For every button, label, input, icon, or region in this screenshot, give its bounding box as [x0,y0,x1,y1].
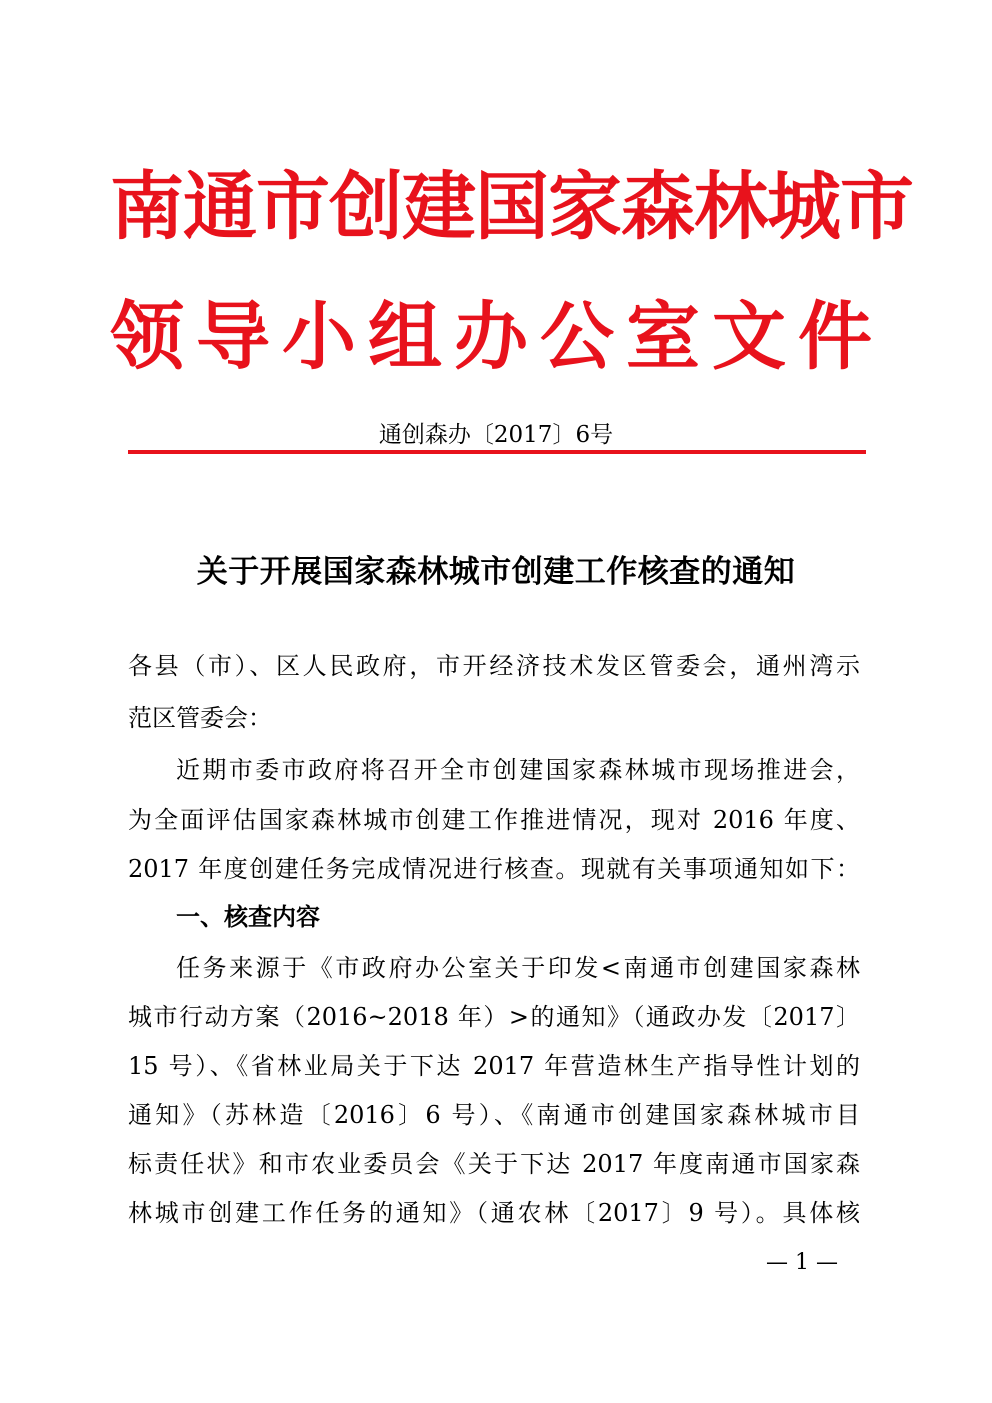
paragraph-line: 标责任状》和市农业委员会《关于下达 2017 年度南通市国家森 [128,1150,860,1178]
red-separator-line [128,450,866,454]
page-number: — 1 — [766,1250,838,1275]
masthead-title-line-1: 南通市创建国家森林城市 [110,164,913,250]
paragraph-line: 城市行动方案（2016~2018 年）>的通知》（通政办发〔2017〕 [128,1003,860,1031]
document-number: 通创森办〔2017〕6号 [378,422,614,448]
paragraph-line: 2017 年度创建任务完成情况进行核查。现就有关事项通知如下： [128,855,860,883]
notice-title: 关于开展国家森林城市创建工作核查的通知 [196,554,796,590]
paragraph-line: 近期市委市政府将召开全市创建国家森林城市现场推进会， [176,756,860,784]
masthead-title-line-2: 领导小组办公室文件 [110,294,884,380]
paragraph-line: 为全面评估国家森林城市创建工作推进情况，现对 2016 年度、 [128,806,860,834]
section-heading: 一、核查内容 [176,903,320,931]
recipients-line: 范区管委会： [128,704,272,732]
paragraph-line: 通知》（苏林造〔2016〕6 号）、《南通市创建国家森林城市目 [128,1101,860,1129]
paragraph-line: 林城市创建工作任务的通知》（通农林〔2017〕9 号）。具体核 [128,1199,860,1227]
paragraph-line: 任务来源于《市政府办公室关于印发<南通市创建国家森林 [176,954,860,982]
paragraph-line: 15 号）、《省林业局关于下达 2017 年营造林生产指导性计划的 [128,1052,860,1080]
recipients-line: 各县（市）、区人民政府，市开经济技术发区管委会，通州湾示 [128,652,860,680]
